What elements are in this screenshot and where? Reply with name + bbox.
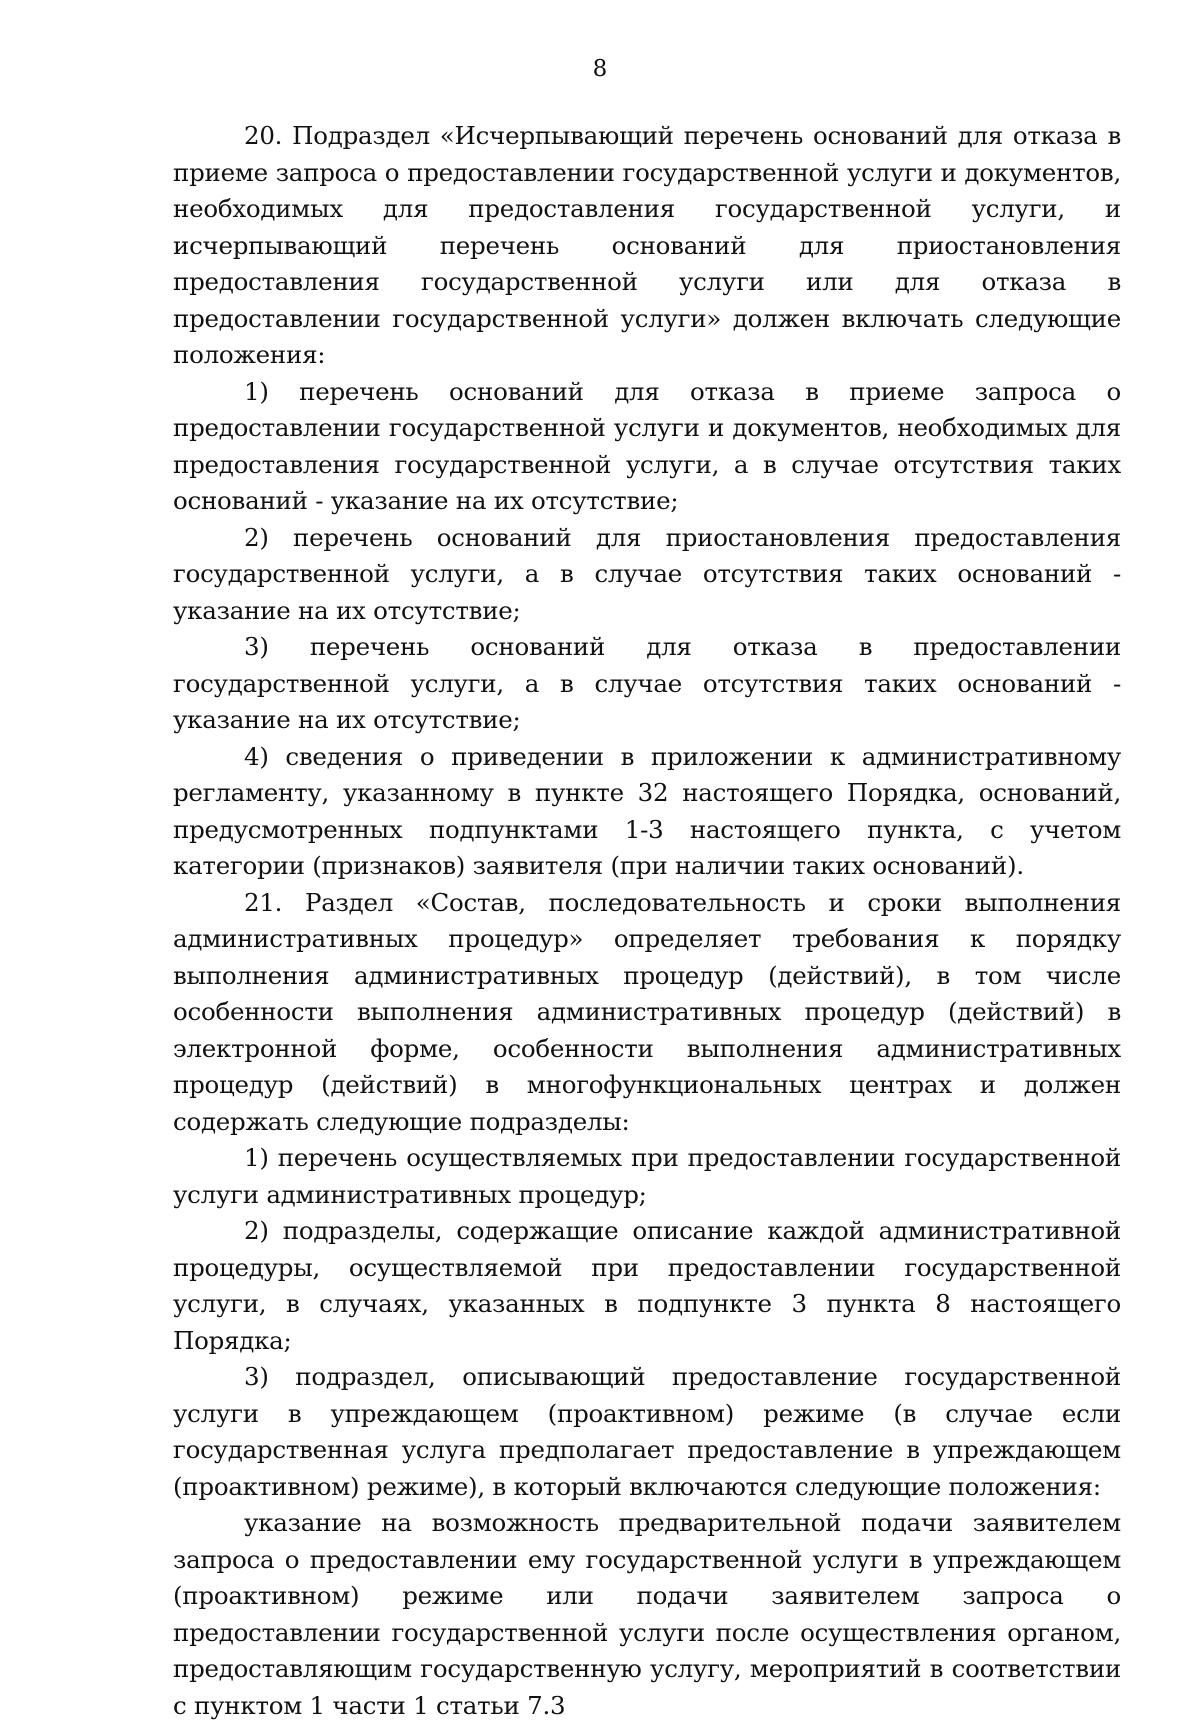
page-number: 8 xyxy=(592,56,608,82)
paragraph-20-item-3: 3) перечень оснований для отказа в предоставлении государственной услуги, а в случае отсутствия таких оснований - указание на их отсутствие; xyxy=(173,632,1121,734)
paragraph-21-item-1: 1) перечень осуществляемых при предоставлении государственной услуги административных процедур; xyxy=(173,1143,1121,1209)
paragraph-21-intro: 21. Раздел «Состав, последовательность и сроки выполнения административных процедур» определяет требования к порядку выполнения административных процедур (действий), в том числе особенности выполнения административных процедур (действий) в электронной форме, особенности выполнения административных процедур (действий) в многофункциональных центрах и должен содержать следующие подразделы: xyxy=(173,887,1121,1136)
document-body xyxy=(173,118,1121,1724)
paragraph-21-item-3: 3) подраздел, описывающий предоставление государственной услуги в упреждающем (проактивном) режиме (в случае если государственная услуга предполагает предоставление в упреждающем (проактивном) режиме), в который включаются следующие положения: xyxy=(173,1362,1121,1501)
paragraph-21-item-2: 2) подразделы, содержащие описание каждой административной процедуры, осуществляемой при предоставлении государственной услуги, в случаях, указанных в подпункте 3 пункта 8 настоящего Порядка; xyxy=(173,1216,1121,1355)
paragraph-21-item-3-detail: указание на возможность предварительной подачи заявителем запроса о предоставлении ему государственной услуги в упреждающем (проактивном) режиме или подачи заявителем запроса о предоставлении государственной услуги после осуществления органом, предоставляющим государственную услугу, мероприятий в соответствии с пунктом 1 части 1 статьи 7.3 xyxy=(173,1508,1121,1720)
paragraph-20-item-4: 4) сведения о приведении в приложении к административному регламенту, указанному в пункте 32 настоящего Порядка, оснований, предусмотренных подпунктами 1-3 настоящего пункта, с учетом категории (признаков) заявителя (при наличии таких оснований). xyxy=(173,741,1121,880)
paragraph-20-item-2: 2) перечень оснований для приостановления предоставления государственной услуги, а в случае отсутствия таких оснований - указание на их отсутствие; xyxy=(173,522,1121,625)
paragraph-20-item-1: 1) перечень оснований для отказа в приеме запроса о предоставлении государственной услуги и документов, необходимых для предоставления государственной услуги, а в случае отсутствия таких оснований - указание на их отсутствие; xyxy=(173,376,1121,515)
paragraph-20-intro: 20. Подраздел «Исчерпывающий перечень оснований для отказа в приеме запроса о предоставлении государственной услуги и документов, необходимых для предоставления государственной услуги, и исчерпывающий перечень оснований для приостановления предоставления государственной услуги или для отказа в предоставлении государственной услуги» должен включать следующие положения: xyxy=(173,121,1121,369)
